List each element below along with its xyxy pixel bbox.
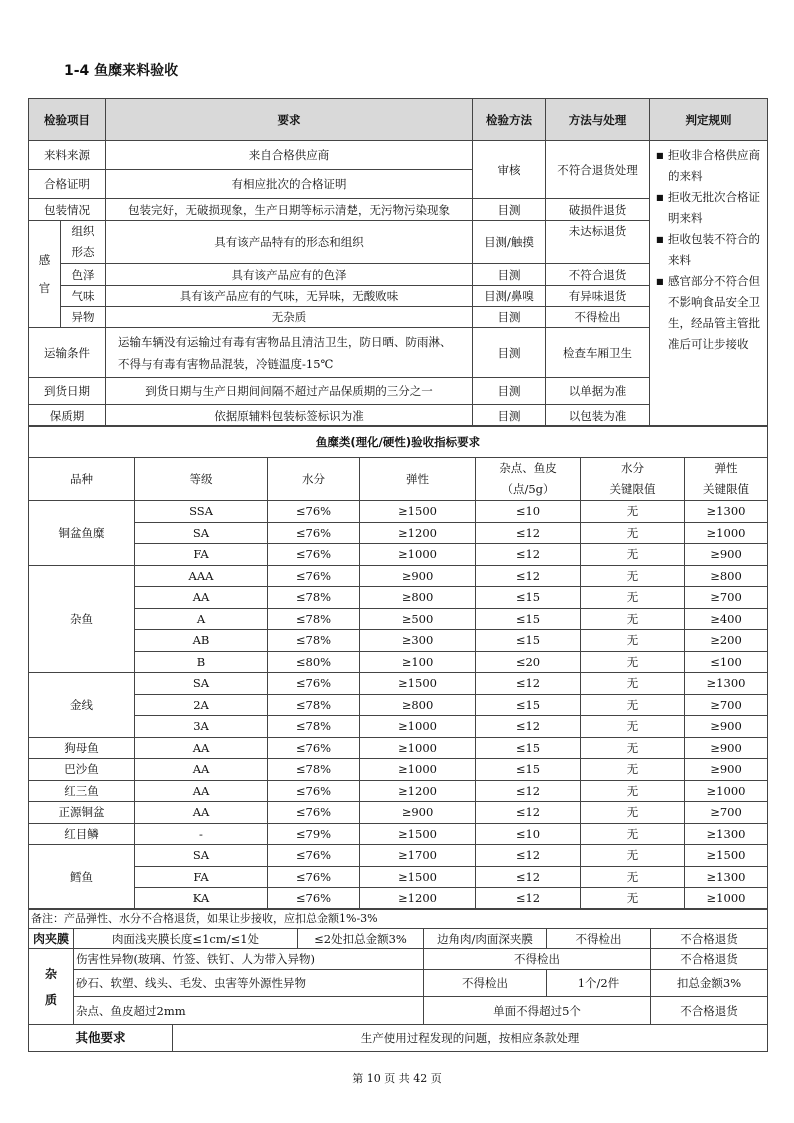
extra-table xyxy=(28,908,768,1052)
phys-moisture: ≤80% xyxy=(268,651,360,673)
phys-moisture: ≤76% xyxy=(268,888,360,910)
page-title: 1-4 鱼糜来料验收 xyxy=(64,63,179,79)
sense-smell: 气味 xyxy=(61,286,106,307)
phys-grade: AA xyxy=(135,587,268,609)
phys-elasticity: ≥1500 xyxy=(360,866,476,888)
phys-key-elasticity: ≥900 xyxy=(685,737,768,759)
impurity-external-limit: 1个/2件 xyxy=(547,970,651,997)
phys-grade: FA xyxy=(135,544,268,566)
method-smell: 目测/鼻嗅 xyxy=(473,286,546,307)
phys-row xyxy=(29,522,768,544)
method-transport: 目测 xyxy=(473,328,546,378)
header-judgement: 判定规则 xyxy=(650,99,768,141)
phys-key-elasticity: ≥1000 xyxy=(685,780,768,802)
item-transport: 运输条件 xyxy=(29,328,106,378)
phys-note: 备注：产品弹性、水分不合格退货，如果让步接收，应扣总金额1%-3% xyxy=(29,909,768,929)
phys-elasticity: ≥100 xyxy=(360,651,476,673)
phys-key-elasticity: ≥900 xyxy=(685,716,768,738)
phys-row xyxy=(29,587,768,609)
phys-key-moisture: 无 xyxy=(581,630,685,652)
phys-grade: AA xyxy=(135,759,268,781)
proc-texture: 未达标退货 xyxy=(546,221,650,264)
phys-elasticity: ≥1000 xyxy=(360,716,476,738)
phys-key-moisture: 无 xyxy=(581,845,685,867)
phys-key-elasticity: ≥700 xyxy=(685,587,768,609)
sensory-label: 感 官 xyxy=(29,221,61,328)
phys-grade: B xyxy=(135,651,268,673)
req-smell: 具有该产品应有的气味，无异味，无酸败味 xyxy=(106,286,473,307)
phys-key-moisture: 无 xyxy=(581,866,685,888)
meat-film-result: 不合格退货 xyxy=(651,929,768,949)
meat-film-criteria: 肉面浅夹膜长度≤1cm/≤1处 xyxy=(74,929,298,949)
judge-rule: ■ 拒收包装不符合的来料 xyxy=(656,229,763,271)
method-arrival: 目测 xyxy=(473,378,546,405)
judge-rule: ■ 感官部分不符合但不影响食品安全卫生，经品管主管批准后可让步接收 xyxy=(656,271,763,355)
phys-elasticity: ≥1200 xyxy=(360,888,476,910)
phys-key-moisture: 无 xyxy=(581,501,685,523)
phys-moisture: ≤78% xyxy=(268,630,360,652)
phys-elasticity: ≥1700 xyxy=(360,845,476,867)
page-footer: 第 10 页 共 42 页 xyxy=(352,1072,442,1085)
proc-foreign: 不得检出 xyxy=(546,307,650,328)
phys-row xyxy=(29,737,768,759)
phys-spots: ≤12 xyxy=(476,780,581,802)
phys-key-moisture: 无 xyxy=(581,608,685,630)
phys-key-elasticity: ≥800 xyxy=(685,565,768,587)
phys-elasticity: ≥1000 xyxy=(360,544,476,566)
col-grade: 等级 xyxy=(135,458,268,501)
other-req-text: 生产使用过程发现的问题，按相应条款处理 xyxy=(173,1025,768,1052)
col-key-moisture: 水分 关键限值 xyxy=(581,458,685,501)
phys-moisture: ≤76% xyxy=(268,780,360,802)
phys-spots: ≤12 xyxy=(476,716,581,738)
col-elasticity: 弹性 xyxy=(360,458,476,501)
phys-variety: 巴沙鱼 xyxy=(29,759,135,781)
phys-moisture: ≤76% xyxy=(268,673,360,695)
col-spots: 杂点、鱼皮 （点/5g） xyxy=(476,458,581,501)
phys-spots: ≤12 xyxy=(476,565,581,587)
phys-moisture: ≤78% xyxy=(268,759,360,781)
phys-moisture: ≤76% xyxy=(268,845,360,867)
phys-spots: ≤12 xyxy=(476,673,581,695)
proc-smell: 有异味退货 xyxy=(546,286,650,307)
phys-moisture: ≤78% xyxy=(268,716,360,738)
phys-spots: ≤15 xyxy=(476,694,581,716)
phys-elasticity: ≥300 xyxy=(360,630,476,652)
col-key-elasticity: 弹性 关键限值 xyxy=(685,458,768,501)
judge-rule: ■ 拒收无批次合格证明来料 xyxy=(656,187,763,229)
proc-packaging: 破损件退货 xyxy=(546,199,650,221)
phys-key-elasticity: ≥1300 xyxy=(685,501,768,523)
impurity-external-std: 不得检出 xyxy=(424,970,547,997)
phys-grade: - xyxy=(135,823,268,845)
phys-key-elasticity: ≥700 xyxy=(685,802,768,824)
phys-variety: 金线 xyxy=(29,673,135,738)
phys-grade: A xyxy=(135,608,268,630)
phys-elasticity: ≥1200 xyxy=(360,522,476,544)
phys-elasticity: ≥1500 xyxy=(360,823,476,845)
phys-key-elasticity: ≥1300 xyxy=(685,673,768,695)
phys-row xyxy=(29,694,768,716)
impurity-spots-std: 单面不得超过5个 xyxy=(424,997,651,1025)
req-shelf-life: 依据原辅料包装标签标识为准 xyxy=(106,405,473,427)
phys-row xyxy=(29,651,768,673)
meat-film-deep: 边角肉/肉面深夹膜 xyxy=(424,929,547,949)
phys-elasticity: ≥500 xyxy=(360,608,476,630)
phys-moisture: ≤76% xyxy=(268,501,360,523)
phys-spots: ≤15 xyxy=(476,608,581,630)
impurity-spots-result: 不合格退货 xyxy=(651,997,768,1025)
proc-arrival: 以单据为准 xyxy=(546,378,650,405)
header-processing: 方法与处理 xyxy=(546,99,650,141)
phys-spots: ≤15 xyxy=(476,759,581,781)
phys-key-moisture: 无 xyxy=(581,759,685,781)
phys-row xyxy=(29,866,768,888)
impurity-external-result: 扣总金额3% xyxy=(651,970,768,997)
method-texture: 目测/触摸 xyxy=(473,221,546,264)
phys-key-moisture: 无 xyxy=(581,737,685,759)
impurity-harmful-result: 不合格退货 xyxy=(651,949,768,970)
phys-key-elasticity: ≥400 xyxy=(685,608,768,630)
judgement-rules xyxy=(650,141,768,427)
phys-row xyxy=(29,823,768,845)
header-requirement: 要求 xyxy=(106,99,473,141)
proc-color: 不符合退货 xyxy=(546,264,650,286)
impurity-spots: 杂点、鱼皮超过2mm xyxy=(74,997,424,1025)
phys-key-elasticity: ≥1300 xyxy=(685,866,768,888)
phys-moisture: ≤79% xyxy=(268,823,360,845)
phys-spots: ≤15 xyxy=(476,737,581,759)
judge-rule: ■ 拒收非合格供应商的来料 xyxy=(656,145,763,187)
phys-row xyxy=(29,501,768,523)
impurity-harmful: 伤害性异物(玻璃、竹签、铁钉、人为带入异物) xyxy=(74,949,424,970)
phys-row xyxy=(29,802,768,824)
phys-key-moisture: 无 xyxy=(581,651,685,673)
phys-grade: FA xyxy=(135,866,268,888)
phys-moisture: ≤76% xyxy=(268,522,360,544)
req-transport: 运输车辆没有运输过有毒有害物品且清洁卫生，防日晒、防雨淋、 不得与有毒有害物品混装，冷链温度-15℃ xyxy=(106,328,473,378)
phys-row xyxy=(29,630,768,652)
phys-key-moisture: 无 xyxy=(581,823,685,845)
phys-variety: 红目鳞 xyxy=(29,823,135,845)
phys-row xyxy=(29,780,768,802)
phys-grade: SA xyxy=(135,522,268,544)
phys-variety: 红三鱼 xyxy=(29,780,135,802)
phys-grade: SA xyxy=(135,845,268,867)
phys-elasticity: ≥1500 xyxy=(360,501,476,523)
method-color: 目测 xyxy=(473,264,546,286)
proc-transport: 检查车厢卫生 xyxy=(546,328,650,378)
header-item: 检验项目 xyxy=(29,99,106,141)
phys-elasticity: ≥1500 xyxy=(360,673,476,695)
phys-spots: ≤12 xyxy=(476,522,581,544)
phys-spots: ≤12 xyxy=(476,845,581,867)
phys-spots: ≤10 xyxy=(476,823,581,845)
phys-moisture: ≤76% xyxy=(268,737,360,759)
impurity-harmful-std: 不得检出 xyxy=(424,949,651,970)
phys-spots: ≤15 xyxy=(476,587,581,609)
phys-elasticity: ≥1200 xyxy=(360,780,476,802)
item-shelf-life: 保质期 xyxy=(29,405,106,427)
phys-key-moisture: 无 xyxy=(581,522,685,544)
phys-moisture: ≤78% xyxy=(268,587,360,609)
proc-shelf-life: 以包装为准 xyxy=(546,405,650,427)
phys-key-elasticity: ≥700 xyxy=(685,694,768,716)
phys-variety: 鳕鱼 xyxy=(29,845,135,910)
phys-variety: 狗母鱼 xyxy=(29,737,135,759)
meat-film-deduction: ≤2处扣总金额3% xyxy=(298,929,424,949)
phys-spots: ≤10 xyxy=(476,501,581,523)
phys-spots: ≤12 xyxy=(476,544,581,566)
req-foreign: 无杂质 xyxy=(106,307,473,328)
meat-film-label: 肉夹膜 xyxy=(29,929,74,949)
phys-key-elasticity: ≥200 xyxy=(685,630,768,652)
phys-moisture: ≤76% xyxy=(268,866,360,888)
phys-spots: ≤12 xyxy=(476,888,581,910)
phys-grade: AAA xyxy=(135,565,268,587)
phys-elasticity: ≥900 xyxy=(360,802,476,824)
header-method: 检验方法 xyxy=(473,99,546,141)
phys-moisture: ≤78% xyxy=(268,694,360,716)
phys-key-moisture: 无 xyxy=(581,673,685,695)
phys-grade: SA xyxy=(135,673,268,695)
sense-color: 色泽 xyxy=(61,264,106,286)
phys-key-elasticity: ≤100 xyxy=(685,651,768,673)
phys-grade: AA xyxy=(135,737,268,759)
item-source: 来料来源 xyxy=(29,141,106,170)
phys-grade: AB xyxy=(135,630,268,652)
item-arrival: 到货日期 xyxy=(29,378,106,405)
req-texture: 具有该产品特有的形态和组织 xyxy=(106,221,473,264)
phys-spots: ≤12 xyxy=(476,802,581,824)
col-moisture: 水分 xyxy=(268,458,360,501)
phys-table xyxy=(28,425,768,910)
phys-grade: AA xyxy=(135,780,268,802)
phys-key-elasticity: ≥900 xyxy=(685,544,768,566)
method-packaging: 目测 xyxy=(473,199,546,221)
phys-grade: 3A xyxy=(135,716,268,738)
phys-key-elasticity: ≥1500 xyxy=(685,845,768,867)
phys-key-moisture: 无 xyxy=(581,802,685,824)
phys-row xyxy=(29,716,768,738)
req-arrival: 到货日期与生产日期间间隔不超过产品保质期的三分之一 xyxy=(106,378,473,405)
phys-grade: 2A xyxy=(135,694,268,716)
phys-key-elasticity: ≥1300 xyxy=(685,823,768,845)
phys-key-moisture: 无 xyxy=(581,565,685,587)
phys-row xyxy=(29,565,768,587)
method-foreign: 目测 xyxy=(473,307,546,328)
phys-moisture: ≤78% xyxy=(268,608,360,630)
method-shelf-life: 目测 xyxy=(473,405,546,427)
item-certificate: 合格证明 xyxy=(29,170,106,199)
phys-key-moisture: 无 xyxy=(581,587,685,609)
phys-row xyxy=(29,673,768,695)
phys-key-elasticity: ≥900 xyxy=(685,759,768,781)
phys-moisture: ≤76% xyxy=(268,565,360,587)
phys-moisture: ≤76% xyxy=(268,802,360,824)
req-packaging: 包装完好，无破损现象，生产日期等标示清楚，无污物污染现象 xyxy=(106,199,473,221)
proc-return: 不符合退货处理 xyxy=(546,141,650,199)
phys-spots: ≤20 xyxy=(476,651,581,673)
other-req-label: 其他要求 xyxy=(29,1025,173,1052)
req-source: 来自合格供应商 xyxy=(106,141,473,170)
phys-row xyxy=(29,608,768,630)
phys-variety: 铜盆鱼糜 xyxy=(29,501,135,566)
impurity-external: 砂石、软塑、线头、毛发、虫害等外源性异物 xyxy=(74,970,424,997)
phys-key-moisture: 无 xyxy=(581,780,685,802)
phys-moisture: ≤76% xyxy=(268,544,360,566)
phys-row xyxy=(29,888,768,910)
phys-key-elasticity: ≥1000 xyxy=(685,522,768,544)
phys-key-elasticity: ≥1000 xyxy=(685,888,768,910)
phys-row xyxy=(29,544,768,566)
impurity-label: 杂 质 xyxy=(29,949,74,1025)
req-color: 具有该产品应有的色泽 xyxy=(106,264,473,286)
method-audit: 审核 xyxy=(473,141,546,199)
item-packaging: 包装情况 xyxy=(29,199,106,221)
phys-grade: SSA xyxy=(135,501,268,523)
phys-variety: 正源铜盆 xyxy=(29,802,135,824)
phys-key-moisture: 无 xyxy=(581,716,685,738)
phys-row xyxy=(29,845,768,867)
phys-spots: ≤12 xyxy=(476,866,581,888)
phys-elasticity: ≥800 xyxy=(360,694,476,716)
phys-spots: ≤15 xyxy=(476,630,581,652)
phys-elasticity: ≥900 xyxy=(360,565,476,587)
phys-title: 鱼糜类(理化/硬性)验收指标要求 xyxy=(29,426,768,458)
phys-variety: 杂鱼 xyxy=(29,565,135,673)
phys-grade: KA xyxy=(135,888,268,910)
phys-elasticity: ≥1000 xyxy=(360,759,476,781)
sense-texture: 组织 形态 xyxy=(61,221,106,264)
phys-key-moisture: 无 xyxy=(581,888,685,910)
phys-grade: AA xyxy=(135,802,268,824)
meat-film-standard: 不得检出 xyxy=(547,929,651,949)
phys-elasticity: ≥1000 xyxy=(360,737,476,759)
col-variety: 品种 xyxy=(29,458,135,501)
inspection-table xyxy=(28,98,768,427)
req-certificate: 有相应批次的合格证明 xyxy=(106,170,473,199)
phys-row xyxy=(29,759,768,781)
phys-key-moisture: 无 xyxy=(581,694,685,716)
phys-key-moisture: 无 xyxy=(581,544,685,566)
phys-elasticity: ≥800 xyxy=(360,587,476,609)
sense-foreign: 异物 xyxy=(61,307,106,328)
